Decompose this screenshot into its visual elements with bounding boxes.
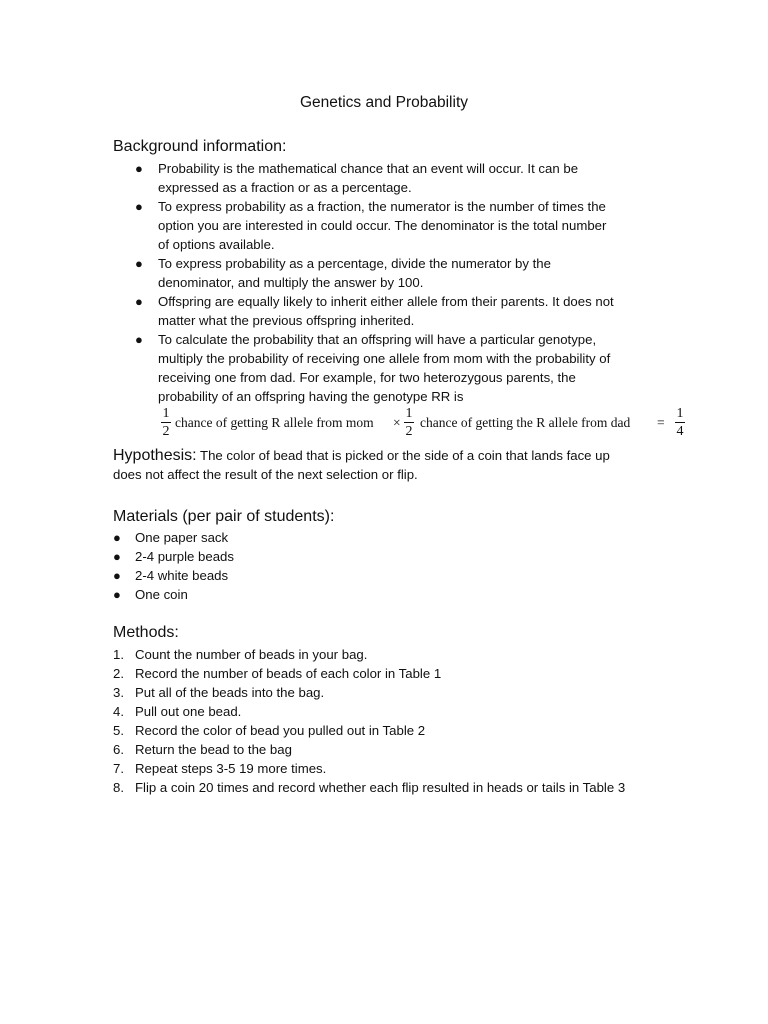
list-item: 2. Record the number of beads of each color in Table 1 — [113, 666, 442, 681]
fraction-one-half-dad: 1 2 — [405, 406, 413, 439]
list-item: 5. Record the color of bead you pulled out in Table 2 — [113, 723, 426, 738]
bullet-item: ● To express probability as a percentage, divide the numerator by the denominator, and multiply the answer by 100. — [135, 256, 551, 290]
bullet-icon: ● — [135, 199, 143, 214]
list-item: ● 2-4 purple beads — [113, 549, 234, 564]
bullet-icon: ● — [113, 568, 121, 583]
bullet-icon: ● — [135, 294, 143, 309]
fraction-one-quarter: 1 4 — [676, 406, 684, 439]
list-item: ● 2-4 white beads — [113, 568, 229, 583]
methods-list — [113, 645, 673, 797]
times-symbol: × — [393, 415, 401, 430]
fraction-one-half-mom: 1 2 — [162, 406, 170, 439]
methods-heading: Methods: — [113, 624, 179, 641]
bullet-icon: ● — [135, 332, 143, 347]
bullet-icon: ● — [135, 256, 143, 271]
list-item: 3. Put all of the beads into the bag. — [113, 685, 325, 700]
list-item: 1. Count the number of beads in your bag. — [113, 647, 368, 662]
bullet-icon: ● — [113, 549, 121, 564]
hypothesis-text: The color of bead that is picked or the side of a coin that lands face up — [200, 448, 610, 463]
bullet-icon: ● — [135, 161, 143, 176]
list-item: 8. Flip a coin 20 times and record whether each flip resulted in heads or tails in Table 3 — [113, 780, 626, 795]
list-item: 4. Pull out one bead. — [113, 704, 242, 719]
background-heading: Background information: — [113, 138, 287, 155]
bullet-item: ● Offspring are equally likely to inherit either allele from their parents. It does not matter what the previous offspring inherited. — [135, 294, 614, 328]
list-item: 7. Repeat steps 3-5 19 more times. — [113, 761, 327, 776]
bullet-item: ● Probability is the mathematical chance that an event will occur. It can be expressed as a fraction or as a percentage. — [135, 161, 579, 195]
background-bullet-list — [135, 159, 655, 406]
bullet-item: ● To calculate the probability that an offspring will have a particular genotype, multiply the probability of receiving one allele from mom with the probability of receiving one from dad. For example, for two heterozygous parents, the probability of an offspring having the genotype RR is — [135, 332, 611, 404]
bullet-item: ● To express probability as a fraction, the numerator is the number of times the option you are interested in could occur. The denominator is the total number of options available. — [135, 199, 607, 252]
hypothesis-section — [113, 446, 653, 484]
bullet-icon: ● — [113, 530, 121, 545]
materials-list — [113, 528, 673, 604]
probability-equation — [160, 405, 700, 445]
equals-symbol: = — [657, 415, 665, 430]
page-title: Genetics and Probability — [299, 94, 468, 111]
equation-text-mom: chance of getting R allele from mom — [175, 415, 374, 430]
list-item: ● One coin — [113, 587, 188, 602]
list-item: 6. Return the bead to the bag — [113, 742, 292, 757]
hypothesis-text-continued: does not affect the result of the next selection or flip. — [113, 467, 418, 482]
materials-heading: Materials (per pair of students): — [113, 508, 335, 525]
list-item: ● One paper sack — [113, 530, 229, 545]
equation-text-dad: chance of getting the R allele from dad — [420, 415, 631, 430]
hypothesis-heading: Hypothesis: — [113, 447, 197, 464]
bullet-icon: ● — [113, 587, 121, 602]
